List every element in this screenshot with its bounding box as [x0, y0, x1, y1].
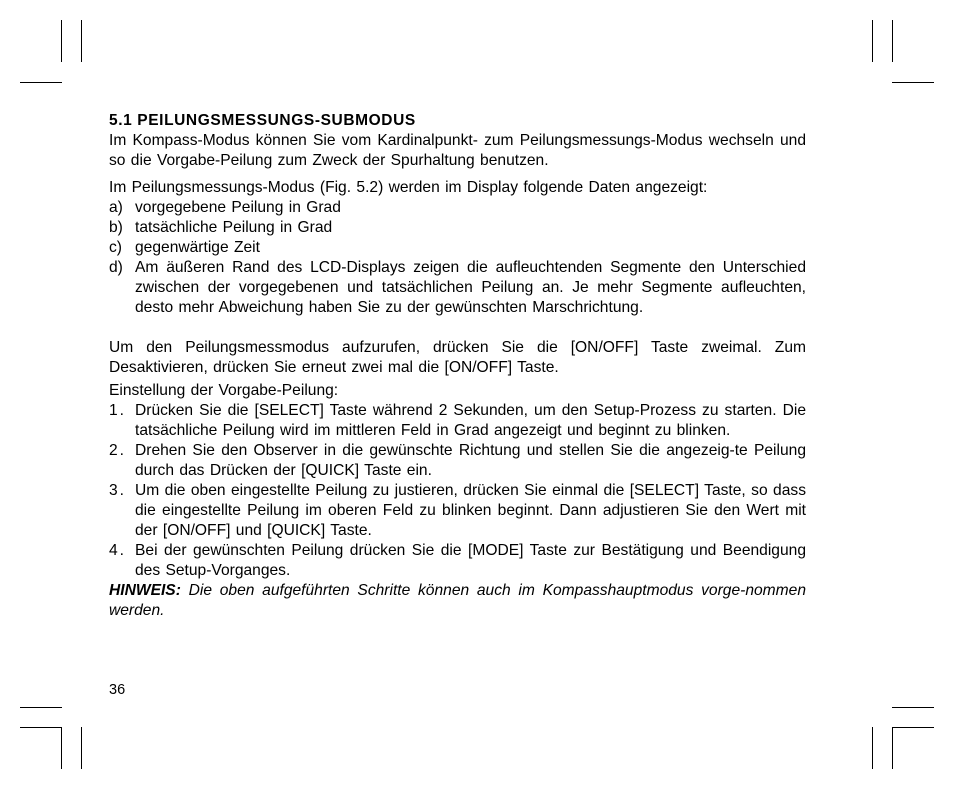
list-item [109, 441, 806, 481]
list-marker: a) [109, 199, 123, 216]
crop-mark [892, 707, 934, 708]
list-item-text: vorgegebene Peilung in Grad [135, 199, 341, 216]
list-item [109, 401, 806, 441]
crop-mark [892, 727, 934, 728]
display-list [109, 198, 806, 318]
crop-mark [20, 707, 62, 708]
list-item [109, 541, 806, 581]
step-text: Drehen Sie den Observer in die gewünschte Richtung und stellen Sie die angezeig-te Peilung durch das Drücken der [QUICK] Taste ein. [135, 442, 806, 479]
section-number: 5.1 [109, 112, 133, 129]
step-text: Drücken Sie die [SELECT] Taste während 2 Sekunden, um den Setup-Prozess zu starten. Die tatsächliche Peilung wird im mittleren Feld in Grad angezeigt und beginnt zu blinken. [135, 402, 806, 439]
crop-mark [20, 82, 62, 83]
crop-mark [872, 727, 873, 769]
crop-mark [61, 727, 62, 769]
intro-paragraph: Im Kompass-Modus können Sie vom Kardinalpunkt- zum Peilungsmessungs-Modus wechseln und so die Vorgabe-Peilung zum Zweck der Spurhaltung benutzen. [109, 132, 806, 169]
list-marker: d) [109, 259, 123, 276]
crop-mark [892, 82, 934, 83]
setup-intro: Einstellung der Vorgabe-Peilung: [109, 382, 339, 399]
list-item-text: gegenwärtige Zeit [135, 239, 260, 256]
step-number: 1. [109, 402, 127, 419]
step-number: 4. [109, 542, 127, 559]
section-heading [109, 111, 806, 131]
crop-mark [872, 20, 873, 62]
crop-mark [892, 727, 893, 769]
section-title: PEILUNGSMESSUNGS-SUBMODUS [137, 112, 416, 129]
step-number: 2. [109, 442, 127, 459]
list-item [109, 238, 806, 258]
activation-paragraph: Um den Peilungsmessmodus aufzurufen, drücken Sie die [ON/OFF] Taste zweimal. Zum Desaktivieren, drücken Sie erneut zwei mal die [ON/OFF] Taste. [109, 339, 806, 376]
list-item [109, 481, 806, 541]
page-number: 36 [109, 682, 126, 698]
page-content [109, 111, 806, 621]
step-text: Um die oben eingestellte Peilung zu justieren, drücken Sie einmal die [SELECT] Taste, so dass die eingestellte Peilung im oberen Feld zu blinken beginnt. Dann adjustieren Sie den Wert mit der [ON/OFF] und [QUICK] Taste. [135, 482, 806, 539]
crop-mark [892, 20, 893, 62]
list-item [109, 198, 806, 218]
step-number: 3. [109, 482, 127, 499]
crop-mark [61, 20, 62, 62]
display-intro: Im Peilungsmessungs-Modus (Fig. 5.2) werden im Display folgende Daten angezeigt: [109, 179, 708, 196]
crop-mark [81, 727, 82, 769]
list-item-text: Am äußeren Rand des LCD-Displays zeigen die aufleuchtenden Segmente den Unterschied zwischen der vorgegebenen und tatsächlichen Peilung an. Je mehr Segmente aufleuchten, desto mehr Abweichung haben Sie zu der gewünschten Marschrichtung. [135, 259, 806, 316]
list-item-text: tatsächliche Peilung in Grad [135, 219, 333, 236]
list-marker: c) [109, 239, 122, 256]
crop-mark [81, 20, 82, 62]
list-marker: b) [109, 219, 123, 236]
list-item [109, 258, 806, 318]
note-label: HINWEIS: [109, 582, 181, 599]
note-text: Die oben aufgeführten Schritte können auch im Kompasshauptmodus vorge-nommen werden. [109, 582, 806, 619]
list-item [109, 218, 806, 238]
step-text: Bei der gewünschten Peilung drücken Sie die [MODE] Taste zur Bestätigung und Beendigung des Setup-Vorganges. [135, 542, 806, 579]
crop-mark [20, 727, 62, 728]
note-paragraph [109, 581, 806, 621]
steps-list [109, 401, 806, 581]
